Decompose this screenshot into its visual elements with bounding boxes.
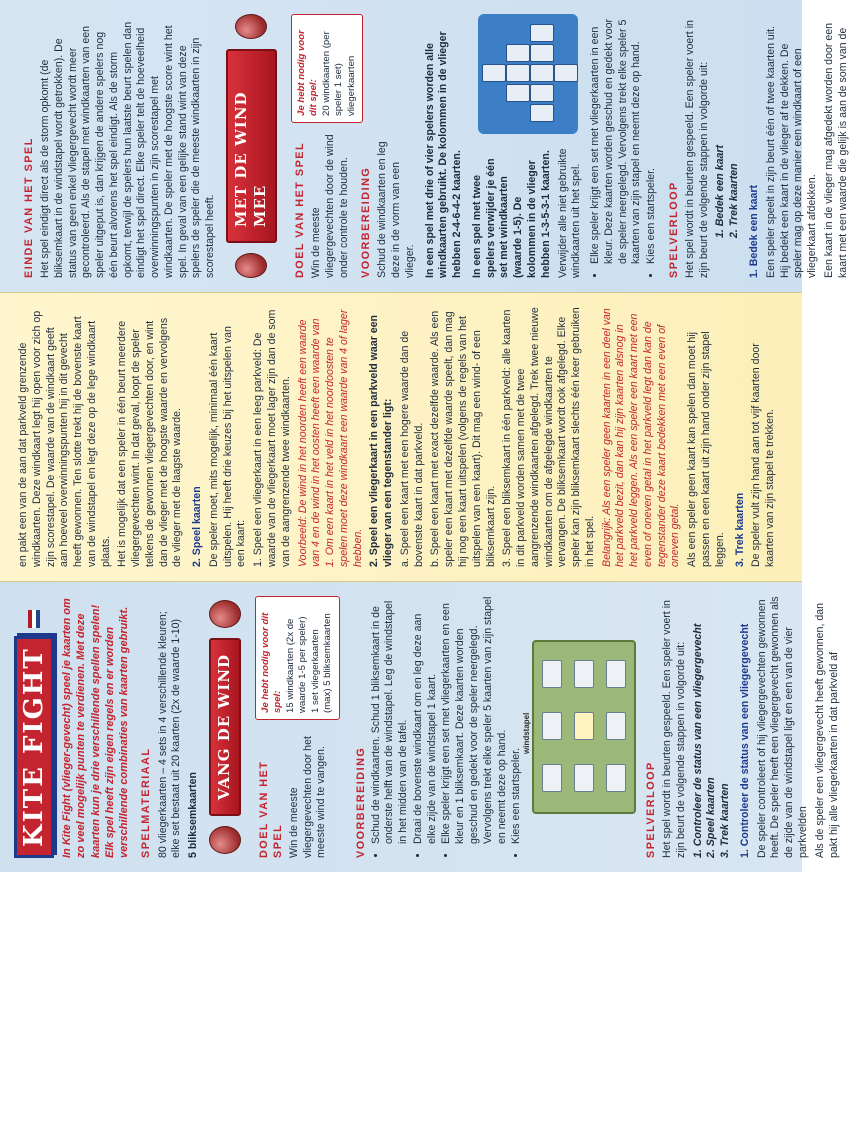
need-item: 1 set vliegerkaarten xyxy=(309,629,321,713)
card-tile xyxy=(506,64,530,82)
need-item: (max) 5 bliksemkaarten xyxy=(322,613,334,713)
card-tile xyxy=(530,84,554,102)
goal-row xyxy=(285,14,421,278)
cover-end: Een kaart in de vlieger mag afgedekt worden door een kaart met een waarde die gelijk is aan de som van de xyxy=(822,22,849,278)
step-item: 2. Trek kaarten xyxy=(728,163,741,238)
step1-heading: 1. Controleer de status van een vliegergevecht xyxy=(738,623,751,858)
option-3: 3. Speel een bliksemkaart in één parkveld: alle kaarten in dit parkveld worden samen met de twee aangrenzende windkaarten afgelegd. Trek twee nieuwe windkaarten om de afgelegde windkaarten te vervangen. De bliksemkaart wordt ook afgelegd. Elke speler kan zijn bliksemkaart slechts één keer gebruiken in het spel. xyxy=(501,307,596,567)
card-tile xyxy=(506,84,530,102)
intro-text: In Kite Fight (vlieger-gevecht) speel je kaarten om zo veel mogelijk punten te verdienen. Met deze kaarten kun je drie verschillende spellen spelen! Elk spel heeft zijn eigen regels en er worden verschillende combinaties van kaarten gebruikt. xyxy=(61,598,131,858)
prep-heading: VOORBEREIDING xyxy=(354,746,367,858)
no-play-text: Als een speler geen kaart kan spelen dan moet hij passen en een kaart uit zijn hand onder zijn stapel leggen. xyxy=(686,331,726,567)
option-2b: b. Speel een kaart met exact dezelfde waarde. Als een speler een kaart met dezelfde waarde speelt, dan mag hij nog een kaart uitspelen (volgens de regels van het uitspelen van een kaart). Dit mag een wind- of een bliksemkaart zijn. xyxy=(429,310,497,567)
play-heading: 2. Speel kaarten xyxy=(191,486,204,567)
step-item: 1. Bedek een kaart xyxy=(714,144,727,238)
need-box xyxy=(291,14,363,123)
material-kite-cards: 80 vliegerkaarten – 4 sets in 4 verschillende kleuren; elke set bestaat uit 20 kaarten (2x de waarde 1-10) xyxy=(156,611,183,858)
rounds-text: Het spel wordt in beurten gespeeld. Een speler voert in zijn beurt de volgende stappen in volgorde uit: xyxy=(661,600,687,858)
three-four-players: In een spel met drie of vier spelers worden alle windkaarten gebruikt. De kolommen in de vlieger hebben 2-4-6-4-2 kaarten. xyxy=(423,31,464,278)
panel-catch-the-wind xyxy=(0,582,840,872)
trek-heading: 3. Trek kaarten xyxy=(733,492,746,567)
prep-item: • Kies een startspeler. xyxy=(510,596,524,844)
card-tile xyxy=(542,660,562,688)
card-tile xyxy=(530,64,554,82)
prep-text: Schud de windkaarten en leg deze in de vorm van een vlieger. xyxy=(376,141,416,278)
need-item: 15 windkaarten (2x de waarde 1-5 per speler) xyxy=(284,616,309,713)
important-note: Belangrijk: Als een speler geen kaarten in een deel van het parkveld bezit, dan kan hij zijn kaarten alsnog in het parkveld leggen. Als een speler een kaart met een even of oneven getal in het parkveld legt dan kan de tegenstander deze kaart bedekken met een even of oneven getal. xyxy=(600,308,682,567)
wind-stack-tile xyxy=(574,712,594,740)
game-logo xyxy=(14,596,54,858)
step-item: 2. Speel kaarten xyxy=(705,777,718,858)
trek-text: De speler vult zijn hand aan tot vijf kaarten door kaarten van zijn stapel te trekken. xyxy=(750,343,777,567)
card-tile xyxy=(574,764,594,792)
option-2a: a. Speel een kaart met een hogere waarde dan de bovenste kaart in dat parkveld. xyxy=(398,330,425,567)
panel-rules-continued xyxy=(0,292,802,582)
kite-layout-illustration xyxy=(478,14,578,134)
option-1: 1. Speel een vliegerkaart in een leeg parkveld: De waarde van de vliegerkaart moet lager zijn dan de som van de aangrenzende twee windkaarten. xyxy=(252,309,292,567)
deal-item: • Kies een startspeler. xyxy=(645,14,659,264)
kite-icon xyxy=(209,826,241,854)
banner-vang-de-wind xyxy=(209,596,241,858)
two-player-row xyxy=(468,14,587,278)
goal-row xyxy=(249,596,346,858)
material-heading: SPELMATERIAAL xyxy=(140,747,153,858)
card-tile xyxy=(606,764,626,792)
card-tile xyxy=(482,64,506,82)
step1-text: De speler controleert of hij vliegergevechten gewonnen heeft. De speler heeft een vliegergevecht gewonnen als de zijde van de windstapel ligt en een van de vier parkvelden xyxy=(755,596,809,858)
card-tile xyxy=(606,712,626,740)
rounds-heading: SPELVERLOOP xyxy=(645,761,658,858)
two-players: In een spel met twee spelers verwijder je één set met windkaarten (waarde 1-5). De kolommen in de vlieger hebben 1-3-5-3-1 kaarten. xyxy=(470,150,552,278)
rounds-text: Het spel wordt in beurten gespeeld. Een speler voert in zijn beurt de volgende stappen in volgorde uit: xyxy=(683,20,710,278)
deal-list xyxy=(589,14,659,264)
mid-top-text: en pakt een van de aan dat parkveld grenzende windkaarten. Deze windkaart legt hij open voor zich op zijn scorestapel. De waarde van de windkaart geeft aan hoeveel overwinningspunten hij in dit gevecht heeft gewonnen. Ten slotte trekt hij de bovenste kaart van de windstapel en legt deze op de lege windkaart plaats. xyxy=(17,310,112,567)
board-label: windstapel xyxy=(522,712,532,754)
need-box xyxy=(255,596,340,720)
banner-met-de-wind-mee xyxy=(226,14,277,278)
kite-icon xyxy=(235,253,267,278)
card-tile xyxy=(542,764,562,792)
banner-title: MET DE WIND MEE xyxy=(226,49,277,243)
card-tile xyxy=(574,660,594,688)
card-tile xyxy=(530,104,554,122)
material-lightning-cards: 5 bliksemkaarten xyxy=(187,772,200,858)
need-item: 20 windkaarten (per speler 1 set) xyxy=(320,31,345,116)
card-tile xyxy=(606,660,626,688)
goal-heading: DOEL VAN HET SPEL xyxy=(257,760,284,858)
example-text: Voorbeeld: De wind in het noorden heeft een waarde van 4 en de wind in het oosten heeft een waarde van 1. Om een kaart in het veld in het noordoosten te spelen moet deze windkaart een waarde van 4 of lager hebben. xyxy=(296,309,364,567)
goal-text: Win de meeste vliegergevechten door het meeste wind te vangen. xyxy=(287,736,328,858)
deal-item: • Elke speler krijgt een set met vliegerkaarten in een kleur. Deze kaarten worden geschud en gedekt voor de speler neergelegd. Vervolgens trekt elke speler 5 kaarten van zijn stapel en neemt deze op hand. xyxy=(589,14,644,264)
card-tile xyxy=(554,64,578,82)
step-item: 3. Trek kaarten xyxy=(719,783,732,858)
need-title: Je hebt nodig voor dit spel: xyxy=(259,612,284,713)
goal-heading: DOEL VAN HET SPEL xyxy=(293,141,306,278)
play-text: De speler moet, mits mogelijk, minimaal één kaart uitspelen. Hij heeft drie keuzes bij het uitspelen van een kaart: xyxy=(207,326,248,567)
mid-tie-text: Het is mogelijk dat een speler in één beurt meerdere vliegergevechten wint. In dat geval, loopt de speler telkens de gewonnen vliegergevechten door, en wint dan de vlieger met de hoogste waarde en vervolgens de vlieger met de laagste waarde. xyxy=(116,317,184,567)
remove-text: Verwijder alle niet gebruikte windkaarten uit het spel. xyxy=(556,148,583,278)
cover-heading: 1. Bedek een kaart xyxy=(747,184,760,278)
banner-title: VANG DE WIND xyxy=(209,638,241,816)
prep-item: • Elke speler krijgt een set met vliegerkaarten en een kleur en 1 bliksemkaart. Deze kaarten worden geschud en gedekt voor de speler neergelegd. Vervolgens trekt elke speler 5 kaarten van zijn stapel en neemt deze op hand. xyxy=(440,596,509,844)
prep-item: • Draai de bovenste windkaart om en leg deze aan elke zijde van de windstapel 1 kaart. xyxy=(412,596,440,844)
step1-end: Als de speler een vliegergevecht heeft gewonnen, dan pakt hij alle vliegerkaarten in dat parkveld af xyxy=(813,602,840,858)
logo-text: KITE FIGHT xyxy=(14,636,54,858)
goal-text: Win de meeste vliegergevechten door de wind onder controle te houden. xyxy=(310,134,350,278)
card-tile xyxy=(530,44,554,62)
kite-icon xyxy=(209,600,241,628)
option-2: 2. Speel een vliegerkaart in een parkveld waar een vlieger van een tegenstander ligt: xyxy=(368,314,395,567)
card-tile xyxy=(530,24,554,42)
prep-list xyxy=(370,596,524,844)
need-title: Je hebt nodig voor dit spel: xyxy=(295,30,320,116)
end-text: Het spel eindigt direct als de storm opkomt (de bliksemkaart in de windstapel wordt getrokken). De status van geen enkel vliegergevecht wordt meer gecontroleerd. Als de stapel met windkaarten van een speler uitgeput is, dan krijgen de andere spelers nog één beurt alvorens het spel eindigt. Als de storm opkomt, terwijl de spelers hun laatste beurt spelen dan eindigt het spel direct. Elke speler telt de hoeveelheid overwinningspunten in zijn scorestapel met windkaarten. De speler met de hoogste score wint het spel. In geval van een gelijke stand wint van deze spelers de speler die de meeste windkaarten in zijn scorestapel heeft. xyxy=(39,21,217,278)
dutch-flag-icon xyxy=(28,610,40,628)
prep-heading: VOORBEREIDING xyxy=(360,166,373,278)
card-tile xyxy=(506,44,530,62)
prep-item: • Schud de windkaarten. Schud 1 bliksemkaart in de onderste helft van de windstapel. Leg de windstapel in het midden van de tafel. xyxy=(370,596,411,844)
park-board-illustration xyxy=(522,640,636,814)
kite-icon xyxy=(235,14,267,39)
cover-text: Een speler speelt in zijn beurt één of twee kaarten uit. Hij bedekt een kaart in de vlieger af te dekken. De speler mag op deze manier een windkaart of een vliegerkaart afdekken. xyxy=(764,25,819,278)
need-item: vliegerkaarten xyxy=(345,55,357,116)
end-heading: EINDE VAN HET SPEL xyxy=(23,137,35,278)
card-tile xyxy=(542,712,562,740)
step-item: 1. Controleer de status van een vliegergevecht xyxy=(691,623,704,858)
panel-with-the-wind xyxy=(0,0,849,292)
rounds-heading: SPELVERLOOP xyxy=(667,181,680,278)
